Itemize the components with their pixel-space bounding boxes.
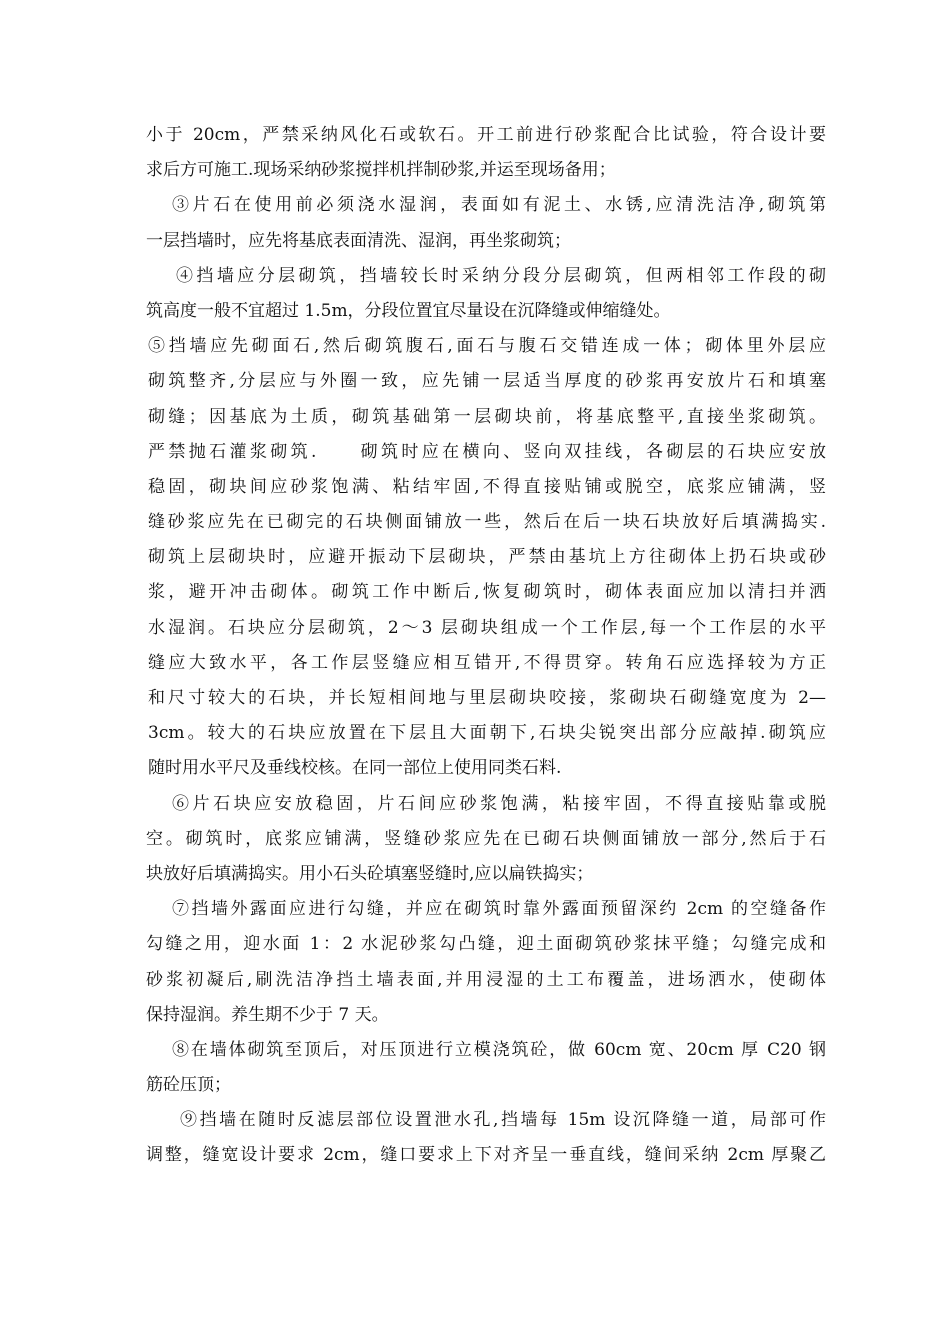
text-line: 3cm。较大的石块应放置在下层且大面朝下,石块尖锐突出部分应敲掉.砌筑应 [148, 723, 826, 744]
text-line: 浆，避开冲击砌体。砌筑工作中断后,恢复砌筑时，砌体表面应加以清扫并洒 [148, 582, 826, 603]
text-line: 块放好后填满捣实。用小石头砼填塞竖缝时,应以扁铁捣实； [146, 863, 594, 884]
text-line: 缝砂浆应先在已砌完的石块侧面铺放一些，然后在后一块石块放好后填满捣实. [148, 512, 826, 533]
text-line: ⑨挡墙在随时反滤层部位设置泄水孔,挡墙每 15m 设沉降缝一道，局部可作 [180, 1110, 826, 1131]
text-line: 砌筑整齐,分层应与外圈一致，应先铺一层适当厚度的砂浆再安放片石和填塞 [148, 371, 826, 392]
text-line: 小于 20cm，严禁采纳风化石或软石。开工前进行砂浆配合比试验，符合设计要 [146, 125, 826, 145]
text-line: ④挡墙应分层砌筑，挡墙较长时采纳分段分层砌筑，但两相邻工作段的砌 [176, 265, 826, 286]
text-line: 随时用水平尺及垂线校核。在同一部位上使用同类石料. [148, 758, 562, 779]
text-line: 严禁抛石灌浆砌筑. 砌筑时应在横向、竖向双挂线，各砌层的石块应安放 [148, 441, 826, 462]
text-line: 筋砼压顶； [146, 1075, 231, 1096]
text-line: 空。砌筑时，底浆应铺满，竖缝砂浆应先在已砌石块侧面铺放一部分,然后于石 [146, 828, 826, 849]
text-line: ⑤挡墙应先砌面石,然后砌筑腹石,面石与腹石交错连成一体；砌体里外层应 [148, 336, 826, 357]
text-line: 筑高度一般不宜超过 1.5m，分段位置宜尽量设在沉降缝或伸缩缝处。 [146, 300, 671, 321]
text-line: 缝应大致水平，各工作层竖缝应相互错开,不得贯穿。转角石应选择较为方正 [148, 652, 826, 673]
text-line: 勾缝之用，迎水面 1：2 水泥砂浆勾凸缝，迎土面砌筑砂浆抹平缝；勾缝完成和 [146, 934, 826, 955]
text-line: ⑥片石块应安放稳固，片石间应砂浆饱满，粘接牢固，不得直接贴靠或脱 [172, 793, 826, 814]
text-line: 砂浆初凝后,刷洗洁净挡土墙表面,并用浸湿的土工布覆盖，进场洒水，使砌体 [146, 969, 826, 990]
text-line: 调整，缝宽设计要求 2cm，缝口要求上下对齐呈一垂直线，缝间采纳 2cm 厚聚乙 [146, 1145, 826, 1166]
text-line: 求后方可施工.现场采纳砂浆搅拌机拌制砂浆,并运至现场备用； [146, 160, 616, 181]
body-text [146, 118, 826, 1174]
text-line: ⑦挡墙外露面应进行勾缝，并应在砌筑时靠外露面预留深约 2cm 的空缝备作 [172, 899, 826, 920]
text-line: ③片石在使用前必须浇水湿润，表面如有泥土、水锈,应清洗洁净,砌筑第 [172, 195, 826, 216]
text-line: 水湿润。石块应分层砌筑，2～3 层砌块组成一个工作层,每一个工作层的水平 [148, 617, 826, 638]
text-line: ⑧在墙体砌筑至顶后，对压顶进行立模浇筑砼，做 60cm 宽、20cm 厚 C20 钢 [172, 1039, 826, 1060]
text-line: 和尺寸较大的石块，并长短相间地与里层砌块咬接，浆砌块石砌缝宽度为 2— [148, 688, 826, 708]
text-line: 稳固，砌块间应砂浆饱满、粘结牢固,不得直接贴铺或脱空，底浆应铺满，竖 [148, 476, 826, 497]
text-line: 一层挡墙时，应先将基底表面清洗、湿润，再坐浆砌筑； [146, 230, 571, 251]
text-line: 砌筑上层砌块时，应避开振动下层砌块，严禁由基坑上方往砌体上扔石块或砂 [148, 547, 826, 568]
text-line: 保持湿润。养生期不少于 7 天。 [146, 1004, 389, 1025]
text-line: 砌缝；因基底为土质，砌筑基础第一层砌块前，将基底整平,直接坐浆砌筑。 [148, 406, 826, 427]
